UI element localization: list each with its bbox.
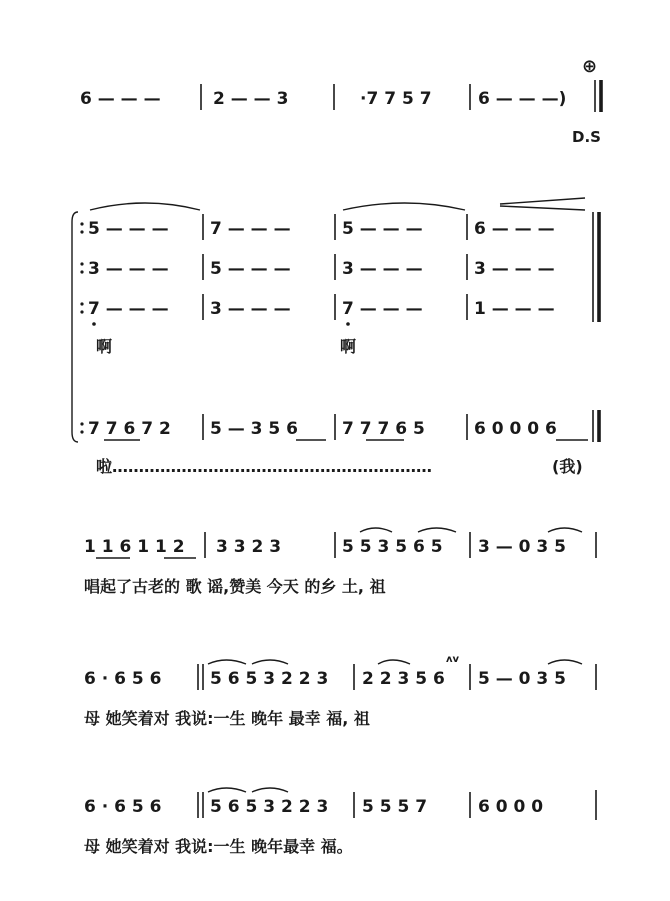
measure: 3 3 2 3 [216, 537, 282, 557]
lower-voice [80, 410, 599, 476]
measure: 1 — — — [474, 299, 555, 319]
measure: 3 — — — [474, 259, 555, 279]
slur [360, 528, 392, 532]
slur [418, 528, 456, 532]
slur [378, 660, 410, 664]
slur [252, 788, 288, 792]
verse-line-2 [84, 654, 596, 728]
chorus-block [72, 198, 599, 442]
measure: 5 5 3 5 6 5 [342, 537, 443, 557]
tie [343, 203, 465, 210]
measure: 5 — 0 3 5 [478, 669, 566, 689]
measure: 6 — — — [80, 89, 161, 109]
ds-mark: D.S [572, 128, 601, 146]
measure: ·7 7 5 7 [360, 89, 432, 109]
lyric: 啊 [340, 337, 357, 356]
measure: 7 7 6 7 2 [88, 419, 171, 439]
coda-icon: ⊕ [582, 56, 598, 77]
crescendo-line [500, 198, 585, 204]
measure: 2 — — 3 [213, 89, 289, 109]
lyric: (我) [552, 457, 583, 476]
slur [548, 660, 582, 664]
measure: 5 — — — [88, 219, 169, 239]
repeat-dots-left [80, 222, 83, 313]
measure: 3 — — — [88, 259, 169, 279]
repeat-dot [80, 422, 83, 425]
measure: 5 5 5 7 [362, 797, 428, 817]
measure: 6 · 6 5 6 [84, 669, 162, 689]
measure: 6 0 0 0 [478, 797, 544, 817]
measure: 3 — 0 3 5 [478, 537, 566, 557]
repeat-dot [80, 430, 83, 433]
measure: 2 2 3 5 6 [362, 669, 445, 689]
measure: 1 1 6 1 1 2 [84, 537, 185, 557]
measure: 7 — — — [210, 219, 291, 239]
ornament-mark: ʌv [446, 654, 460, 665]
tie [90, 203, 200, 210]
slur [252, 660, 288, 664]
measure: 5 — — — [210, 259, 291, 279]
crescendo-line [500, 206, 585, 210]
measure: 5 6 5 3 2 2 3 [210, 669, 329, 689]
measure: 3 — — — [210, 299, 291, 319]
slur [208, 788, 246, 792]
verse-line-1 [84, 528, 596, 596]
measure: 7 — — — [88, 299, 169, 319]
verse-line-3 [84, 788, 596, 856]
system-brace [72, 212, 78, 442]
lyric: 母 她笑着对 我说:一生 晚年最幸 福。 [84, 837, 353, 856]
slur [208, 660, 246, 664]
measure: 6 0 0 0 6 [474, 419, 557, 439]
lyric: 啊 [96, 337, 113, 356]
measure: 6 — — — [474, 219, 555, 239]
lyric: 唱起了古老的 歌 谣,赞美 今天 的乡 土, 祖 [84, 577, 386, 596]
measure: 3 — — — [342, 259, 423, 279]
measure: 6 · 6 5 6 [84, 797, 162, 817]
measure: 5 — — — [342, 219, 423, 239]
staff-line-1 [80, 56, 601, 146]
octave-dot [92, 322, 96, 326]
lyric: 母 她笑着对 我说:一生 晚年 最幸 福, 祖 [84, 709, 370, 728]
measure: 7 — — — [342, 299, 423, 319]
measure: 5 — 3 5 6 [210, 419, 298, 439]
slur [548, 528, 582, 532]
lyric: 啦…………………………………………………… [96, 457, 433, 476]
measure: 6 — — —) [478, 89, 567, 109]
octave-dot [346, 322, 350, 326]
measure: 5 6 5 3 2 2 3 [210, 797, 329, 817]
measure: 7 7 7 6 5 [342, 419, 425, 439]
